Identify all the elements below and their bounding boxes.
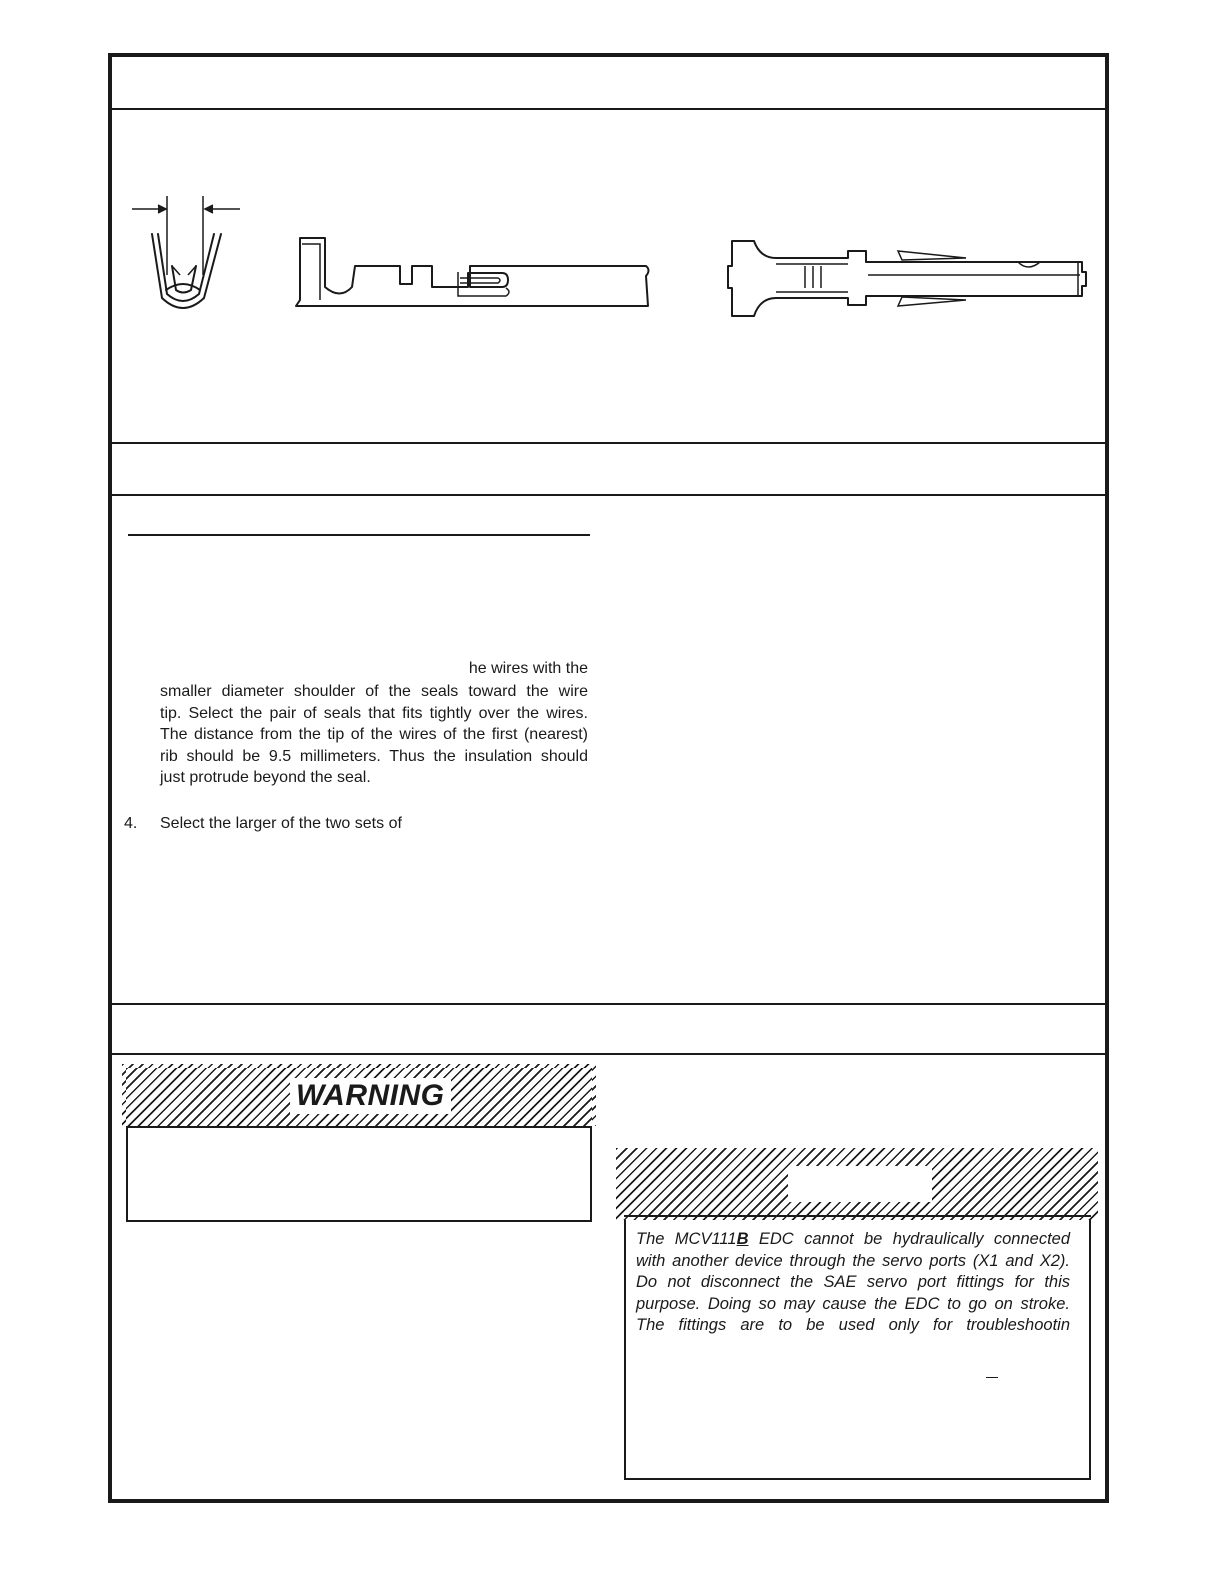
caution-header-divider <box>624 1215 1091 1217</box>
paragraph-line: rib should be 9.5 millimeters. Thus the insulation should <box>160 747 588 765</box>
paragraph-line: tip. Select the pair of seals that fits tightly over the wires. <box>160 704 588 722</box>
paragraph-line: just protrude beyond the seal. <box>160 769 371 787</box>
paragraph-line: The distance from the tip of the wires of the first (nearest) <box>160 726 588 744</box>
warning-header <box>126 1068 592 1128</box>
caution-line: with another device through the servo ports (X1 and X2). <box>636 1251 1070 1270</box>
caution-model-suffix: B <box>736 1230 749 1248</box>
caution-label-area <box>788 1166 932 1202</box>
caution-line <box>636 1229 1070 1251</box>
warning-box <box>126 1068 592 1222</box>
caution-line: The fittings are to be used only for troubleshootin <box>636 1316 1070 1335</box>
instruction-paragraph <box>160 681 588 789</box>
stray-dash-mark <box>986 1377 998 1378</box>
step-text: Select the larger of the two sets of <box>160 815 402 832</box>
caution-text-prefix: The MCV111 <box>636 1230 737 1248</box>
caution-line: Do not disconnect the SAE servo port fittings for this <box>636 1273 1070 1292</box>
paragraph-fragment: he wires with the <box>468 660 588 677</box>
caution-line: purpose. Doing so may cause the EDC to go on stroke. <box>636 1294 1070 1313</box>
caution-text-rest: EDC cannot be hydraulically connected <box>748 1230 1071 1248</box>
paragraph-line: smaller diameter shoulder of the seals toward the wire <box>160 683 588 700</box>
section-heading-rule <box>128 534 590 536</box>
warning-label: WARNING <box>290 1078 451 1114</box>
step-number: 4. <box>124 815 138 832</box>
caution-text <box>636 1229 1070 1337</box>
